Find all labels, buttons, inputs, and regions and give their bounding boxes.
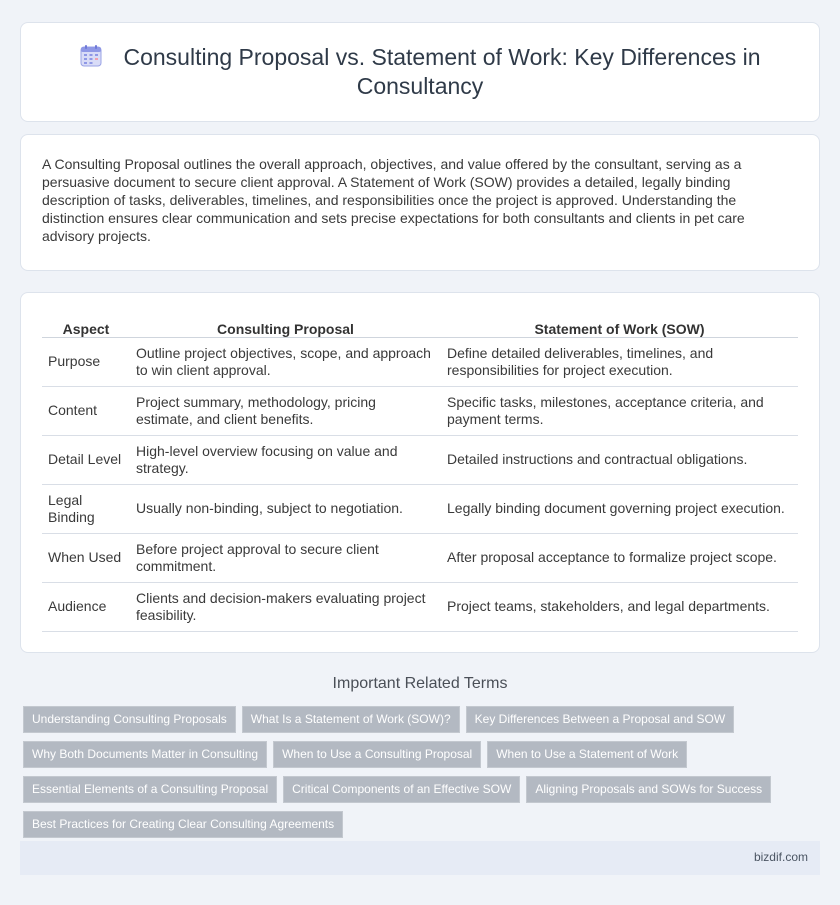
table-cell-aspect: When Used	[42, 533, 130, 582]
page-title: Consulting Proposal vs. Statement of Work: Key Differences in Consultancy	[123, 44, 761, 99]
table-cell-aspect: Detail Level	[42, 435, 130, 484]
intro-card	[20, 134, 820, 271]
footer-site-link[interactable]: bizdif.com	[753, 850, 808, 864]
related-term-link[interactable]: When to Use a Statement of Work	[487, 741, 687, 768]
related-terms-list	[23, 706, 783, 846]
related-term-link[interactable]: Critical Components of an Effective SOW	[283, 776, 520, 803]
table-cell-proposal: Before project approval to secure client commitment.	[130, 533, 441, 582]
table-cell-sow: Specific tasks, milestones, acceptance criteria, and payment terms.	[441, 386, 798, 435]
related-term-link[interactable]: When to Use a Consulting Proposal	[273, 741, 481, 768]
header-card	[20, 22, 820, 122]
table-cell-sow: After proposal acceptance to formalize project scope.	[441, 533, 798, 582]
calendar-icon	[79, 44, 103, 68]
column-header-proposal: Consulting Proposal	[130, 315, 441, 337]
table-cell-sow: Detailed instructions and contractual obligations.	[441, 435, 798, 484]
related-term-link[interactable]: Key Differences Between a Proposal and SOW	[466, 706, 735, 733]
table-row	[42, 582, 798, 631]
footer	[20, 841, 820, 875]
table-cell-proposal: Clients and decision-makers evaluating project feasibility.	[130, 582, 441, 631]
table-cell-aspect: Content	[42, 386, 130, 435]
table-cell-aspect: Legal Binding	[42, 484, 130, 533]
column-header-sow: Statement of Work (SOW)	[441, 315, 798, 337]
table-row	[42, 386, 798, 435]
related-term-link[interactable]: Why Both Documents Matter in Consulting	[23, 741, 267, 768]
related-terms-heading: Important Related Terms	[332, 675, 508, 692]
related-term-link[interactable]: Essential Elements of a Consulting Proposal	[23, 776, 277, 803]
related-term-link[interactable]: Best Practices for Creating Clear Consulting Agreements	[23, 811, 343, 838]
table-row	[42, 435, 798, 484]
table-row	[42, 337, 798, 386]
comparison-table-card	[20, 292, 820, 653]
related-term-link[interactable]: Aligning Proposals and SOWs for Success	[526, 776, 771, 803]
related-term-link[interactable]: Understanding Consulting Proposals	[23, 706, 236, 733]
table-cell-proposal: Project summary, methodology, pricing estimate, and client benefits.	[130, 386, 441, 435]
table-cell-proposal: Outline project objectives, scope, and approach to win client approval.	[130, 337, 441, 386]
table-cell-sow: Legally binding document governing project execution.	[441, 484, 798, 533]
table-cell-proposal: Usually non-binding, subject to negotiation.	[130, 484, 441, 533]
column-header-aspect: Aspect	[42, 315, 130, 337]
table-cell-aspect: Purpose	[42, 337, 130, 386]
related-term-link[interactable]: What Is a Statement of Work (SOW)?	[242, 706, 460, 733]
page-title-block	[51, 43, 789, 101]
table-header-row	[42, 315, 798, 337]
table-cell-proposal: High-level overview focusing on value and strategy.	[130, 435, 441, 484]
table-row	[42, 533, 798, 582]
table-cell-aspect: Audience	[42, 582, 130, 631]
table-row	[42, 484, 798, 533]
table-cell-sow: Project teams, stakeholders, and legal departments.	[441, 582, 798, 631]
intro-text: A Consulting Proposal outlines the overall approach, objectives, and value offered by the consultant, serving as a persuasive document to secure client approval. A Statement of Work (SOW) provides a detailed, legally binding description of tasks, deliverables, timelines, and responsibilities once the project is approved. Understanding the distinction ensures clear communication and sets precise expectations for both consultants and clients in pet care advisory projects.	[42, 156, 745, 244]
table-cell-sow: Define detailed deliverables, timelines, and responsibilities for project execution.	[441, 337, 798, 386]
comparison-table	[42, 315, 798, 632]
